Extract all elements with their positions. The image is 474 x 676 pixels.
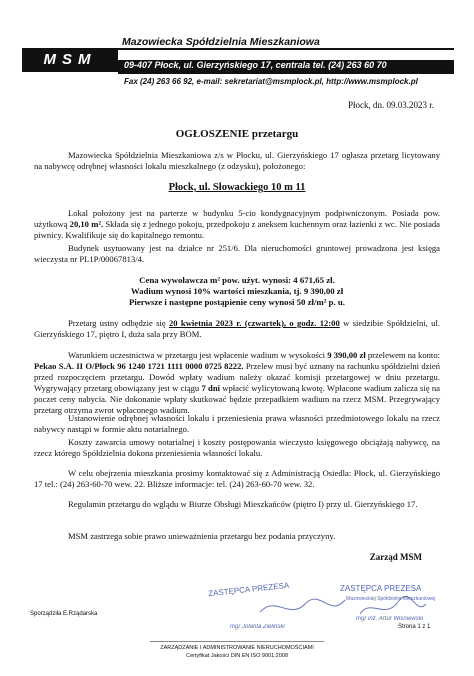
- property-address: Płock, ul. Słowackiego 10 m 11: [168, 182, 306, 193]
- cond1-text-a: Warunkiem uczestnictwa w przetargu jest wpłacenie wadium w wysokości: [68, 350, 328, 360]
- page-number: Strona 1 z 1: [398, 624, 431, 630]
- participation-condition: [34, 350, 440, 416]
- stamp-right: ZASTĘPCA PREZESA: [340, 584, 422, 593]
- regulations-info: Regulamin przetargu do wglądu w Biurze Obsługi Mieszkańców (piętro I) przy ul. Gierzyńskiego 17.: [68, 499, 418, 509]
- desc-text-a: Lokal położony jest na parterze w budynku 5-cio kondygnacyjnym podpiwniczonym. Posiada pow. użytkową: [34, 208, 440, 229]
- auction-date: 20 kwietnia 2023 r. (czwartek), o godz. 12:00: [169, 318, 340, 328]
- logo-text: MSM: [43, 51, 97, 68]
- property-description: [34, 208, 440, 241]
- cond1-text-b: przelewem na konto:: [365, 350, 440, 360]
- stamp-left: ZASTĘPCA PREZESA: [207, 580, 290, 599]
- signatory-left: mgr Jolanta Zieliński: [230, 624, 285, 630]
- price-per-m2: Cena wywoławcza m² pow. użyt. wynosi: 4 671,65 zł.: [139, 275, 335, 285]
- date-text-a: Przetarg ustny odbędzie się: [68, 318, 169, 328]
- footer-divider: [150, 641, 324, 642]
- footer-line-2: Certyfikat Jakości DIN EN ISO 9001:2008: [186, 653, 288, 659]
- header-divider: [118, 48, 454, 50]
- signatory-right: mgr inż. Artur Wiśniewski: [356, 616, 424, 622]
- logo: [22, 8, 118, 72]
- org-address: 09-407 Płock, ul. Gierzyńskiego 17, centrala tel. (24) 263 60 70: [124, 60, 387, 70]
- footer-line-1: ZARZĄDZANIE I ADMINISTROWANIE NIERUCHOMOŚCIAMI: [160, 645, 314, 651]
- bid-increment: Pierwsze i następne postąpienie ceny wynosi 50 zł/m² p. u.: [129, 297, 345, 307]
- reservation-clause: MSM zastrzega sobie prawo unieważnienia przetargu bez podania przyczyny.: [68, 531, 336, 541]
- deposit-value: 9 390,00 zł: [327, 350, 366, 360]
- ownership-condition: Ustanowienie odrębnej własności lokalu i przeniesienia prawa własności przedmiotowego lokalu na rzecz nabywcy nastąpi w formie aktu notarialnego.: [34, 413, 440, 434]
- cond1-text-c: Przelew musi być uznany na rachunku spółdzielni dzień przed rozpoczęciem przetargu. Dowód wpłaty wadium należy okazać komisji przetargowej w dniu przetargu. Wygrywający przetarg obowiązany jest w ciągu: [34, 361, 440, 393]
- date-text-c: w siedzibie Spółdzielni, ul. Gierzyńskiego 17, piętro I, duża sala przy BOM.: [34, 318, 440, 339]
- costs-condition: Koszty zawarcia umowy notarialnej i koszty postępowania wieczysto księgowego obciążają nabywcę, na rzecz którego Spółdzielnia dokona przeniesienia własności lokalu.: [34, 437, 440, 458]
- org-name: Mazowiecka Spółdzielnia Mieszkaniowa: [122, 36, 320, 48]
- desc-text-b: Składa się z jednego pokoju, przedpokoju z aneksem kuchennym oraz łazienki z wc. Nie posiada piwnicy. Kwalifikuje się do kapitalnego remontu.: [34, 219, 440, 240]
- deposit-amount: Wadium wynosi 10% wartości mieszkania, tj. 9 390,00 zł: [130, 286, 344, 296]
- plot-info: Budynek usytuowany jest na działce nr 251/6. Dla nieruchomości gruntowej prowadzona jest księga wieczysta nr PL1P/00067813/4.: [34, 243, 440, 264]
- auction-date-paragraph: [34, 318, 440, 340]
- place-date: Płock, dn. 09.03.2023 r.: [347, 100, 434, 110]
- cond1-text-d: wpłacić wylicytowaną kwotę. Wpłacone wadium zalicza się na poczet ceny nabycia. Nie dokonanie wpłaty skutkować będzie przepadkiem wadium na rzecz MSM. Przegrywający przetarg otrzyma zwrot wpłaconego wadium.: [34, 383, 440, 415]
- org-contact: Fax (24) 263 66 92, e-mail: sekretariat@msmplock.pl, http://www.msmplock.pl: [124, 77, 418, 86]
- intro-paragraph: Mazowiecka Spółdzielnia Mieszkaniowa z/s w Płocku, ul. Gierzyńskiego 17 ogłasza przetarg licytowany na nabywcę odrębnej własności lokalu mieszkalnego (z odzysku), położonego:: [34, 150, 440, 171]
- desc-area: 20,10 m².: [69, 219, 104, 229]
- prepared-by: Sporządziła E.Rządarska: [30, 611, 98, 617]
- bank-account: Pekao S.A. II O/Płock 96 1240 1721 1111 0000 0725 8222.: [34, 361, 244, 371]
- board-signature-label: Zarząd MSM: [369, 552, 422, 562]
- payment-days: 7 dni: [201, 383, 220, 393]
- stamp-right-org: Mazowieckiej Spółdzielni Mieszkaniowej: [346, 596, 436, 602]
- viewing-contact: W celu obejrzenia mieszkania prosimy kontaktować się z Administracją Osiedla: Płock, ul. Gierzyńskiego 17 tel.: (24) 263-60-70 wew. 22. Bliższe informacje: tel. (24) 263-60-70 wew. 32.: [34, 468, 440, 489]
- announcement-title: OGŁOSZENIE przetargu: [175, 128, 299, 140]
